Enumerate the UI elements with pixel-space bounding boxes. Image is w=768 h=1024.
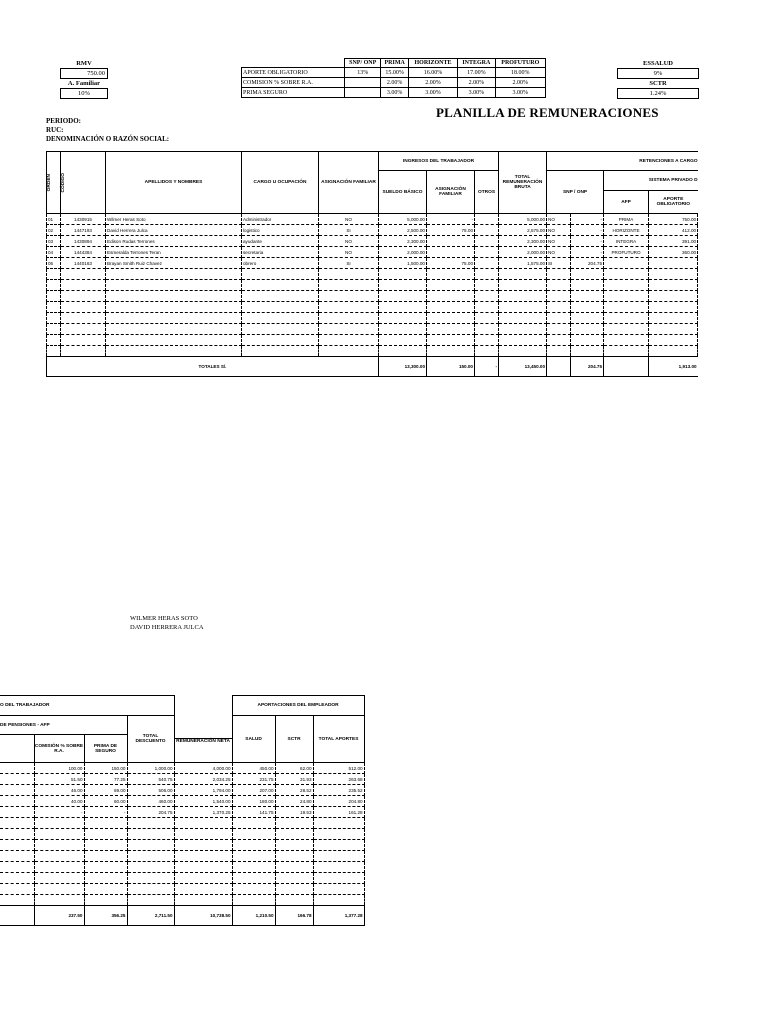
rate-header: HORIZONTE: [408, 59, 457, 68]
empty-row: [0, 862, 364, 873]
rate-header: INTEGRA: [458, 59, 495, 68]
trabajador-header: O DEL TRABAJADOR: [0, 696, 174, 716]
familiar-label: A. Familiar: [67, 80, 101, 87]
empty-row: [0, 818, 364, 829]
signature-name: WILMER HERAS SOTO: [130, 615, 198, 622]
empty-row: [0, 829, 364, 840]
rmv-label: RMV: [76, 60, 92, 67]
empty-row: [47, 280, 698, 291]
empty-row: [0, 851, 364, 862]
afp-header: AFP: [604, 191, 649, 214]
empty-row: [0, 884, 364, 895]
aportaciones-header: APORTACIONES DEL EMPLEADOR: [232, 696, 364, 716]
rate-header: PROFUTURO: [495, 59, 545, 68]
sctr-header: SCTR: [275, 716, 313, 763]
empty-row: [47, 335, 698, 346]
total-aportes-header: TOTAL APORTES: [313, 716, 364, 763]
empty-row: [47, 313, 698, 324]
sueldo-header: SUELDO BÁSICO: [379, 171, 427, 214]
essalud-box: [617, 59, 699, 99]
empty-row: [47, 291, 698, 302]
header-meta: [46, 117, 169, 144]
totales-label: TOTALES S/.: [47, 357, 379, 377]
codigo-header: CÓDIGO: [61, 152, 106, 214]
signature-name: DAVID HERRERA JULCA: [130, 624, 204, 631]
table-row: 02 1447193 David Herrera Julca logistico SI 2,500.00 75.00 2,575.00 NO - HORIZONTE 412.00: [47, 225, 698, 236]
pensiones-header: DE PENSIONES - AFP: [0, 716, 127, 735]
asignacion-header: ASIGNACIÓN FAMILIAR: [319, 152, 379, 214]
signatures: [130, 614, 204, 632]
periodo-label: PERIODO:: [46, 117, 81, 125]
rmv-value: 750.00: [61, 69, 108, 79]
ruc-label: RUC:: [46, 126, 64, 134]
comision-header: COMISIÓN % SOBRE R.A.: [34, 735, 84, 763]
rate-header: SNP/ ONP: [345, 59, 381, 68]
empty-row: [47, 346, 698, 357]
retenciones-header: RETENCIONES A CARGO: [547, 152, 698, 171]
deductions-table: [0, 695, 365, 926]
rmv-box: [60, 59, 108, 99]
table-row: 51.50 77.25 540.75 2,034.25 231.75 31.93 263.68: [0, 774, 364, 785]
asigfam-header: ASIGNACIÓN FAMILIAR: [427, 171, 475, 214]
empty-row: [0, 895, 364, 906]
totals-row: TOTALES S/. 13,300.00 150.00 - 13,450.00 204.75 1,913.00: [47, 357, 698, 377]
table-row: 04 1444384 Esmeralda Terrones Teran secretaria NO 2,000.00 2,000.00 NO - PROFUTURO 360.00: [47, 247, 698, 258]
aporte-header: APORTE OBLIGATORIO: [649, 191, 698, 214]
table-row: 03 1430894 Edison Rudas Terrones ayudante NO 2,300.00 2,300.00 NO - INTEGRA 391.00: [47, 236, 698, 247]
salud-header: SALUD: [232, 716, 275, 763]
table-row: 01 1430915 Wilmer Heras Soto Administrador NO 5,000.00 - 5,000.00 NO - PRIMA 750.00: [47, 214, 698, 225]
page-title: PLANILLA DE REMUNERACIONES: [436, 105, 659, 120]
empty-row: [0, 873, 364, 884]
rate-header: PRIMA: [381, 59, 409, 68]
table-row: 05 1440163 Brayan Smith Ruiz Chavez obrero SI 1,500.00 75.00 1,575.00 SI 204.75: [47, 258, 698, 269]
prima-seguro-header: PRIMA DE SEGURO: [84, 735, 127, 763]
familiar-value: 10%: [61, 89, 108, 99]
snp-header: SNP / ONP: [547, 171, 604, 214]
rate-row: PRIMA SEGURO 3.00% 3.00% 3.00% 3.00%: [242, 88, 546, 98]
sctr-label: SCTR: [649, 80, 667, 87]
empty-row: [47, 324, 698, 335]
rate-row: COMISION % SOBRE R.A. 2.00% 2.00% 2.00% 2.00%: [242, 78, 546, 88]
empty-row: [47, 269, 698, 280]
totals-row: 237.50 356.25 2,711.50 10,738.50 1,210.50 166.78 1,377.28: [0, 906, 364, 926]
total-descuento-header: TOTAL DESCUENTO: [127, 716, 174, 763]
razon-social-label: DENOMINACIÓN O RAZÓN SOCIAL:: [46, 135, 170, 143]
ingresos-header: INGRESOS DEL TRABAJADOR: [379, 152, 499, 171]
table-row: 40.00 60.00 460.00 1,540.00 180.00 24.80 204.80: [0, 796, 364, 807]
rate-row: APORTE OBLIGATORIO 13% 15.00% 16.00% 17.00% 18.00%: [242, 68, 546, 78]
total-bruta-header: TOTAL REMUNERACIÓN BRUTA: [499, 152, 547, 214]
cargo-header: CARGO U OCUPACIÓN: [242, 152, 319, 214]
afp-rates-table: [241, 58, 546, 98]
empty-row: [47, 302, 698, 313]
table-row: 100.00 150.00 1,000.00 4,000.00 450.00 62.00 512.00: [0, 763, 364, 774]
payroll-table: [46, 151, 698, 377]
essalud-value: 9%: [618, 69, 699, 79]
table-row: - - 204.75 1,370.25 141.75 19.53 161.28: [0, 807, 364, 818]
orden-header: ORDEN: [47, 152, 61, 214]
sistema-privado-header: SISTEMA PRIVADO D: [604, 171, 698, 191]
empty-row: [0, 840, 364, 851]
neta-header: REMUNERACIÓN NETA: [174, 739, 232, 763]
sctr-value: 1.24%: [618, 89, 699, 99]
otros-header: OTROS: [475, 171, 499, 214]
essalud-label: ESSALUD: [643, 60, 673, 67]
nombres-header: APELLIDOS Y NOMBRES: [106, 152, 242, 214]
table-row: 46.00 69.00 506.00 1,794.00 207.00 28.52 235.52: [0, 785, 364, 796]
